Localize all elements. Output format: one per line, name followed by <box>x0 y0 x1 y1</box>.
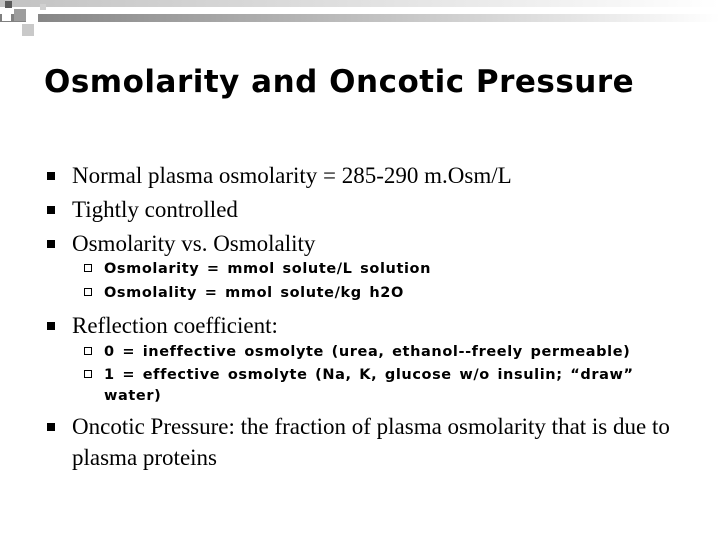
square-bullet-icon <box>47 423 55 431</box>
bullet-item <box>72 194 672 225</box>
sub-bullet-text: 1 = effective osmolyte (Na, K, glucose w/o insulin; “draw” water) <box>104 367 634 404</box>
sub-bullet-text: Osmolarity = mmol solute/L solution <box>104 261 432 277</box>
slide-title: Osmolarity and Oncotic Pressure <box>44 64 635 100</box>
bullet-item <box>72 160 672 191</box>
hollow-square-bullet-icon <box>84 288 92 296</box>
sub-bullet-text: Osmolality = mmol solute/kg h2O <box>104 285 404 301</box>
square-bullet-icon <box>47 240 55 248</box>
hollow-square-bullet-icon <box>84 264 92 272</box>
sub-bullet-item <box>104 365 684 407</box>
hollow-square-bullet-icon <box>84 347 92 355</box>
square-bullet-icon <box>47 206 55 214</box>
bullet-item <box>72 228 672 259</box>
sub-bullet-item <box>104 259 684 280</box>
bullet-text: Reflection coefficient: <box>72 313 278 338</box>
sub-bullet-item <box>104 283 684 304</box>
bullet-text: Normal plasma osmolarity = 285-290 m.Osm/L <box>72 163 512 188</box>
sub-bullet-item <box>104 342 684 363</box>
bullet-text: Osmolarity vs. Osmolality <box>72 231 316 256</box>
square-bullet-icon <box>47 172 55 180</box>
bullet-text: Tightly controlled <box>72 197 238 222</box>
bullet-item <box>72 411 672 473</box>
bullet-item <box>72 310 672 341</box>
bullet-text: Oncotic Pressure: the fraction of plasma osmolarity that is due to plasma proteins <box>72 414 670 470</box>
hollow-square-bullet-icon <box>84 370 92 378</box>
square-bullet-icon <box>47 322 55 330</box>
sub-bullet-text: 0 = ineffective osmolyte (urea, ethanol--freely permeable) <box>104 344 631 360</box>
